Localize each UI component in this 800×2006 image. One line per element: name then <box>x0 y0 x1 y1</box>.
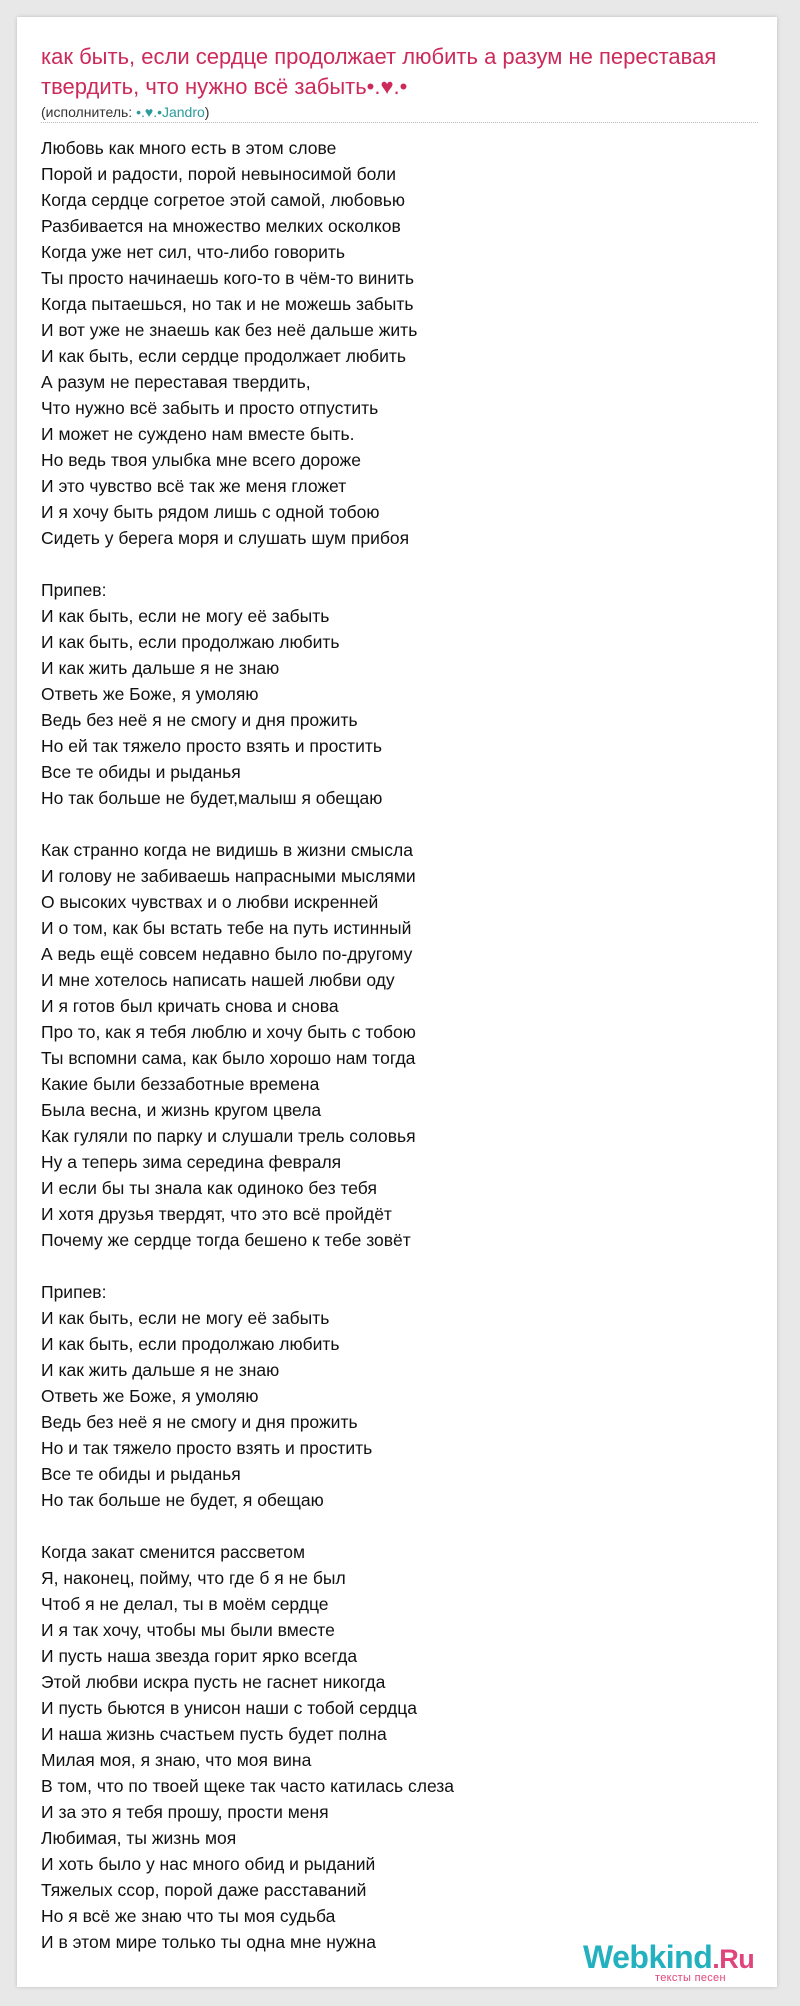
lyric-line: А разум не переставая твердить, <box>41 372 311 392</box>
lyric-line: Ответь же Боже, я умоляю <box>41 684 259 704</box>
verse <box>41 1279 761 1513</box>
artist-prefix: (исполнитель: <box>41 104 137 120</box>
lyric-line: И голову не забиваешь напрасными мыслями <box>41 866 416 886</box>
lyric-line: Когда сердце согретое этой самой, любовью <box>41 190 405 210</box>
lyric-line: И наша жизнь счастьем пусть будет полна <box>41 1724 387 1744</box>
lyric-line: И может не суждено нам вместе быть. <box>41 424 355 444</box>
lyric-line: И я готов был кричать снова и снова <box>41 996 339 1016</box>
lyric-line: И пусть наша звезда горит ярко всегда <box>41 1646 358 1666</box>
lyric-line: Какие были беззаботные времена <box>41 1074 320 1094</box>
lyric-line: Ну а теперь зима середина февраля <box>41 1152 342 1172</box>
lyric-line: И как быть, если продолжаю любить <box>41 632 340 652</box>
lyric-line: В том, что по твоей щеке так часто катилась слеза <box>41 1776 455 1796</box>
lyric-line: Порой и радости, порой невыносимой боли <box>41 164 396 184</box>
lyric-line: Ответь же Боже, я умоляю <box>41 1386 259 1406</box>
lyric-line: И вот уже не знаешь как без неё дальше жить <box>41 320 418 340</box>
lyric-line: Когда пытаешься, но так и не можешь забыть <box>41 294 414 314</box>
lyric-line: Милая моя, я знаю, что моя вина <box>41 1750 312 1770</box>
lyric-line: И как быть, если не могу её забыть <box>41 606 330 626</box>
lyric-line: Когда уже нет сил, что-либо говорить <box>41 242 346 262</box>
lyric-line: Была весна, и жизнь кругом цвела <box>41 1100 322 1120</box>
lyric-line: И как жить дальше я не знаю <box>41 658 280 678</box>
lyric-line: Ведь без неё я не смогу и дня прожить <box>41 1412 358 1432</box>
artist-suffix: ) <box>204 104 210 120</box>
webkind-logo <box>583 1940 773 1984</box>
lyric-line: Но ведь твоя улыбка мне всего дороже <box>41 450 361 470</box>
lyric-line: Чтоб я не делал, ты в моём сердце <box>41 1594 329 1614</box>
verse <box>41 135 761 551</box>
lyric-line: И за это я тебя прошу, прости меня <box>41 1802 329 1822</box>
lyric-line: Но и так тяжело просто взять и простить <box>41 1438 373 1458</box>
lyric-line: Ты вспомни сама, как было хорошо нам тогда <box>41 1048 416 1068</box>
lyric-line: И как быть, если продолжаю любить <box>41 1334 340 1354</box>
lyric-line: Ведь без неё я не смогу и дня прожить <box>41 710 358 730</box>
lyric-line: И если бы ты знала как одиноко без тебя <box>41 1178 377 1198</box>
logo-tld: .Ru <box>712 1944 755 1974</box>
lyric-line: И хоть было у нас много обид и рыданий <box>41 1854 376 1874</box>
lyric-line: И хотя друзья твердят, что это всё пройдёт <box>41 1204 392 1224</box>
lyric-line: И как быть, если не могу её забыть <box>41 1308 330 1328</box>
verse <box>41 577 761 811</box>
lyric-line: Любовь как много есть в этом слове <box>41 138 337 158</box>
lyric-line: Но ей так тяжело просто взять и простить <box>41 736 382 756</box>
lyric-line: И о том, как бы встать тебе на путь истинный <box>41 918 412 938</box>
lyric-line: Про то, как я тебя люблю и хочу быть с тобою <box>41 1022 416 1042</box>
lyric-line: Сидеть у берега моря и слушать шум прибоя <box>41 528 410 548</box>
lyrics-page <box>17 17 777 1987</box>
lyric-line: Припев: <box>41 1282 107 1302</box>
lyric-line: Припев: <box>41 580 107 600</box>
lyric-line: И в этом мире только ты одна мне нужна <box>41 1932 376 1952</box>
song-header <box>41 42 761 121</box>
logo-tagline: тексты песен <box>655 1972 726 1984</box>
logo-brand: Webkind <box>583 1939 713 1975</box>
lyric-line: И я так хочу, чтобы мы были вместе <box>41 1620 335 1640</box>
header-divider <box>41 122 758 123</box>
lyric-line: И я хочу быть рядом лишь с одной тобою <box>41 502 380 522</box>
lyric-line: Я, наконец, пойму, что где б я не был <box>41 1568 346 1588</box>
lyric-line: Этой любви искра пусть не гаснет никогда <box>41 1672 386 1692</box>
artist-link[interactable]: •.♥.•Jandro <box>136 104 205 120</box>
lyric-line: Как странно когда не видишь в жизни смысла <box>41 840 413 860</box>
lyric-line: И это чувство всё так же меня гложет <box>41 476 347 496</box>
lyrics-text <box>41 135 761 1981</box>
lyric-line: Что нужно всё забыть и просто отпустить <box>41 398 379 418</box>
lyric-line: Как гуляли по парку и слушали трель соловья <box>41 1126 416 1146</box>
lyric-line: Разбивается на множество мелких осколков <box>41 216 401 236</box>
lyric-line: Почему же сердце тогда бешено к тебе зовёт <box>41 1230 411 1250</box>
lyric-line: Но так больше не будет, я обещаю <box>41 1490 324 1510</box>
lyric-line: Но так больше не будет,малыш я обещаю <box>41 788 383 808</box>
lyric-line: Тяжелых ссор, порой даже расставаний <box>41 1880 367 1900</box>
lyric-line: Все те обиды и рыданья <box>41 1464 241 1484</box>
lyric-line: Когда закат сменится рассветом <box>41 1542 306 1562</box>
song-title: как быть, если сердце продолжает любить а разум не переставая твердить, что нужно всё забыть•.♥.• <box>41 44 717 99</box>
verse <box>41 837 761 1253</box>
lyric-line: А ведь ещё совсем недавно было по-другому <box>41 944 413 964</box>
lyric-line: Но я всё же знаю что ты моя судьба <box>41 1906 336 1926</box>
lyric-line: И мне хотелось написать нашей любви оду <box>41 970 395 990</box>
lyric-line: И как быть, если сердце продолжает любить <box>41 346 407 366</box>
verse <box>41 1539 761 1955</box>
lyric-line: О высоких чувствах и о любви искренней <box>41 892 379 912</box>
lyric-line: Любимая, ты жизнь моя <box>41 1828 237 1848</box>
lyric-line: И как жить дальше я не знаю <box>41 1360 280 1380</box>
lyric-line: Все те обиды и рыданья <box>41 762 241 782</box>
lyric-line: И пусть бьются в унисон наши с тобой сердца <box>41 1698 417 1718</box>
lyric-line: Ты просто начинаешь кого-то в чём-то винить <box>41 268 415 288</box>
artist-line <box>41 103 761 121</box>
